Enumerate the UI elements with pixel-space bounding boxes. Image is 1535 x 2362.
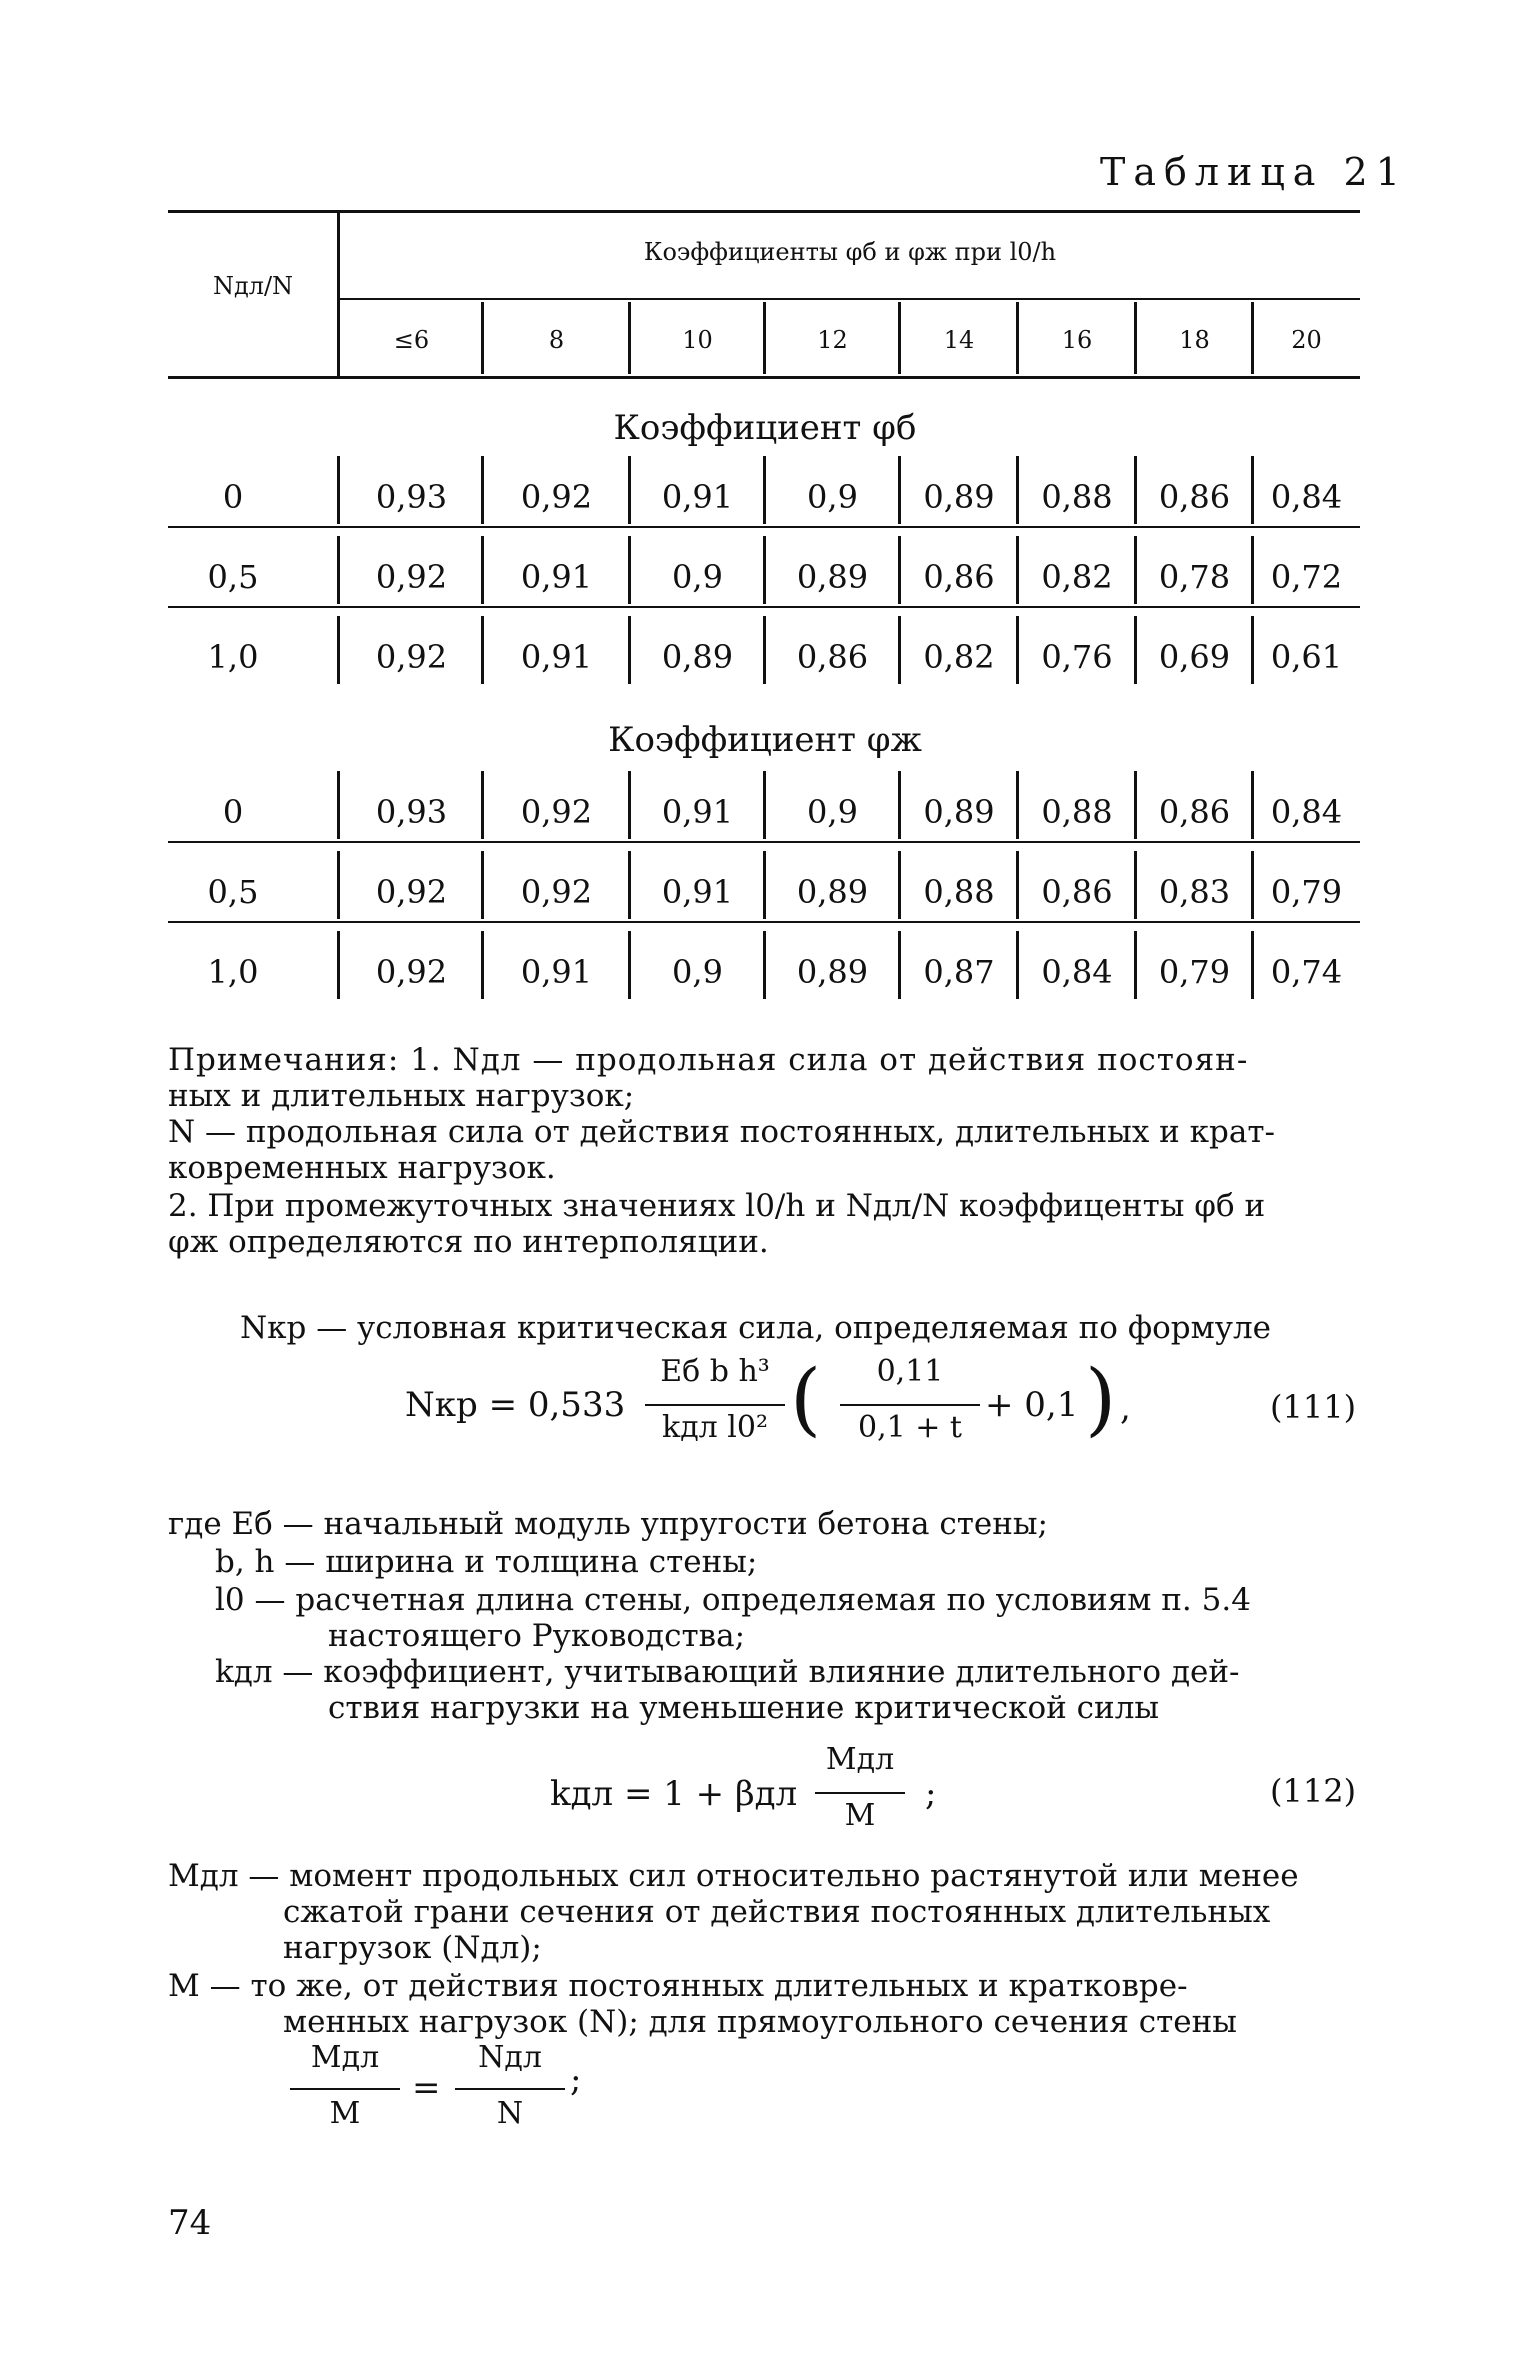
table-cell: 0,78 xyxy=(1158,558,1231,596)
table-cell: 0,76 xyxy=(1041,638,1113,676)
table-cell: 0,88 xyxy=(923,873,995,911)
cell-divider xyxy=(1251,771,1254,839)
column-header: 14 xyxy=(943,326,975,354)
cell-divider xyxy=(1016,616,1019,684)
formula-112-num: Mдл xyxy=(825,1742,895,1777)
header-bottom-rule xyxy=(168,376,1360,379)
table-cell: 0,82 xyxy=(1041,558,1113,596)
cell-divider xyxy=(763,536,766,604)
cell-divider xyxy=(481,456,484,524)
formula-111-num1: Eб b h³ xyxy=(660,1354,770,1389)
definition-b-h: b, h — ширина и толщина стены; xyxy=(215,1544,758,1580)
formula-112-den: M xyxy=(844,1798,876,1833)
table-cell: 0,91 xyxy=(661,873,734,911)
note-line-4: ковременных нагрузок. xyxy=(168,1150,556,1186)
header-group-rule xyxy=(340,298,1360,300)
cell-divider xyxy=(898,616,901,684)
cell-divider xyxy=(628,771,631,839)
table-cell: 0,61 xyxy=(1270,638,1343,676)
cell-divider xyxy=(898,851,901,919)
column-header: 18 xyxy=(1179,326,1210,354)
formula-111-bar2 xyxy=(840,1404,980,1406)
cell-divider xyxy=(1134,771,1137,839)
formula-112-lhs: kдл = 1 + βдл xyxy=(550,1774,798,1814)
definition-l0: l0 — расчетная длина стены, определяемая по условиям п. 5.4 xyxy=(215,1582,1251,1618)
cell-divider xyxy=(898,931,901,999)
formula-111-lhs: Nкр = 0,533 xyxy=(405,1385,626,1425)
ratio-den2: N xyxy=(496,2096,524,2131)
cell-divider xyxy=(1251,456,1254,524)
ratio-bar1 xyxy=(290,2088,400,2090)
table-cell: 0,89 xyxy=(796,558,869,596)
definition-mdl-cont1: сжатой грани сечения от действия постоянных длительных xyxy=(283,1894,1271,1930)
table-cell: 0,72 xyxy=(1270,558,1343,596)
formula-112-semicolon: ; xyxy=(925,1774,937,1814)
section-title: Коэффициент φж xyxy=(608,720,922,760)
cell-divider xyxy=(763,851,766,919)
definition-m-cont: менных нагрузок (N); для прямоугольного сечения стены xyxy=(283,2004,1237,2040)
table-cell: 0,74 xyxy=(1270,953,1343,991)
cell-divider xyxy=(1134,931,1137,999)
ratio-semicolon: ; xyxy=(570,2060,582,2100)
table-cell: 0,83 xyxy=(1158,873,1231,911)
row-key: 1,0 xyxy=(207,638,259,676)
column-divider xyxy=(1134,302,1137,374)
formula-111-number: (111) xyxy=(1270,1388,1357,1426)
cell-divider xyxy=(1251,851,1254,919)
cell-divider xyxy=(1134,456,1137,524)
table-caption: Таблица 21 xyxy=(1100,150,1408,194)
table-cell: 0,69 xyxy=(1158,638,1231,676)
cell-divider xyxy=(1016,931,1019,999)
row-key: 0 xyxy=(222,478,244,516)
cell-divider xyxy=(763,456,766,524)
cell-divider xyxy=(628,616,631,684)
cell-divider xyxy=(481,536,484,604)
formula-111-bar1 xyxy=(645,1404,785,1406)
ratio-num1: Mдл xyxy=(310,2040,380,2075)
column-divider xyxy=(481,302,484,374)
note-line-1: Примечания: 1. Nдл — продольная сила от действия постоян- xyxy=(168,1042,1249,1078)
table-cell: 0,88 xyxy=(1041,793,1113,831)
table-cell: 0,84 xyxy=(1041,953,1113,991)
cell-divider xyxy=(1251,536,1254,604)
formula-111-num2: 0,11 xyxy=(876,1354,944,1389)
table-cell: 0,89 xyxy=(796,953,869,991)
table-cell: 0,86 xyxy=(1158,793,1231,831)
column-header: ≤6 xyxy=(393,326,430,354)
table-cell: 0,9 xyxy=(672,558,723,596)
cell-divider xyxy=(898,456,901,524)
row-header-label: Nдл/N xyxy=(212,272,294,300)
formula-112-bar xyxy=(815,1792,905,1794)
table-cell: 0,89 xyxy=(796,873,869,911)
definition-kdl: kдл — коэффициент, учитывающий влияние длительного дей- xyxy=(215,1654,1240,1690)
note-line-5: 2. При промежуточных значениях l0/h и Nдл/N коэффиценты φб и xyxy=(168,1188,1266,1224)
column-header: 8 xyxy=(548,326,565,354)
cell-divider xyxy=(481,851,484,919)
ratio-num2: Nдл xyxy=(478,2040,542,2075)
intro-text: Nкр — условная критическая сила, определяемая по формуле xyxy=(240,1310,1271,1346)
table-cell: 0,91 xyxy=(520,558,593,596)
cell-divider xyxy=(481,616,484,684)
formula-111-comma: , xyxy=(1120,1388,1131,1428)
note-line-3: N — продольная сила от действия постоянных, длительных и крат- xyxy=(168,1114,1275,1150)
ratio-bar2 xyxy=(455,2088,565,2090)
column-header: 20 xyxy=(1291,326,1322,354)
table-cell: 0,92 xyxy=(520,478,593,516)
cell-divider xyxy=(763,616,766,684)
cell-divider xyxy=(1134,851,1137,919)
table-cell: 0,82 xyxy=(923,638,995,676)
table-top-rule xyxy=(168,210,1360,213)
row-key: 0,5 xyxy=(207,873,259,911)
table-cell: 0,86 xyxy=(1158,478,1231,516)
table-cell: 0,89 xyxy=(661,638,734,676)
column-header: 12 xyxy=(817,326,848,354)
definition-mdl-cont2: нагрузок (Nдл); xyxy=(283,1930,542,1966)
definition-e: где Eб — начальный модуль упругости бетона стены; xyxy=(168,1506,1048,1542)
table-cell: 0,91 xyxy=(661,793,734,831)
row-rule xyxy=(168,606,1360,608)
table-cell: 0,87 xyxy=(923,953,995,991)
cell-divider xyxy=(628,931,631,999)
table-cell: 0,86 xyxy=(1041,873,1113,911)
table-cell: 0,92 xyxy=(375,873,448,911)
cell-divider xyxy=(1016,771,1019,839)
cell-divider xyxy=(628,536,631,604)
table-cell: 0,9 xyxy=(807,793,858,831)
column-divider xyxy=(628,302,631,374)
table-cell: 0,92 xyxy=(520,873,593,911)
column-header: 16 xyxy=(1061,326,1093,354)
cell-divider xyxy=(628,456,631,524)
cell-divider xyxy=(1251,616,1254,684)
table-cell: 0,92 xyxy=(375,953,448,991)
cell-divider xyxy=(1134,616,1137,684)
table-cell: 0,79 xyxy=(1270,873,1343,911)
table-cell: 0,91 xyxy=(661,478,734,516)
definition-l0-cont: настоящего Руководства; xyxy=(328,1618,746,1654)
column-divider xyxy=(1251,302,1254,374)
row-key: 1,0 xyxy=(207,953,259,991)
ratio-den1: M xyxy=(329,2096,361,2131)
table-cell: 0,89 xyxy=(923,793,995,831)
cell-divider xyxy=(1016,851,1019,919)
row-rule xyxy=(168,921,1360,923)
formula-111-close-paren: ) xyxy=(1085,1352,1117,1445)
cell-divider xyxy=(481,931,484,999)
table-cell: 0,9 xyxy=(807,478,858,516)
row-rule xyxy=(168,526,1360,528)
row-key: 0,5 xyxy=(207,558,259,596)
table-cell: 0,86 xyxy=(796,638,869,676)
column-header: 10 xyxy=(682,326,713,354)
cell-divider xyxy=(898,536,901,604)
table-cell: 0,92 xyxy=(520,793,593,831)
table-cell: 0,79 xyxy=(1158,953,1231,991)
formula-111-den1: kдл l0² xyxy=(662,1410,768,1445)
cell-divider xyxy=(1016,536,1019,604)
formula-111-tail: + 0,1 xyxy=(985,1385,1079,1425)
table-cell: 0,93 xyxy=(375,478,448,516)
column-divider xyxy=(763,302,766,374)
cell-divider xyxy=(628,851,631,919)
ratio-equals: = xyxy=(412,2068,441,2108)
table-cell: 0,9 xyxy=(672,953,723,991)
cell-divider xyxy=(481,771,484,839)
cell-divider xyxy=(898,771,901,839)
note-line-2: ных и длительных нагрузок; xyxy=(168,1078,635,1114)
cell-divider xyxy=(1016,456,1019,524)
cell-divider xyxy=(763,931,766,999)
formula-111-open-paren: ( xyxy=(790,1352,822,1445)
definition-kdl-cont: ствия нагрузки на уменьшение критической силы xyxy=(328,1690,1160,1726)
table-cell: 0,84 xyxy=(1270,793,1343,831)
formula-111-den2: 0,1 + t xyxy=(858,1410,962,1445)
row-rule xyxy=(168,841,1360,843)
cell-divider xyxy=(1251,931,1254,999)
column-divider xyxy=(1016,302,1019,374)
page-number: 74 xyxy=(168,2203,212,2243)
column-divider xyxy=(898,302,901,374)
table-cell: 0,93 xyxy=(375,793,448,831)
cell-divider xyxy=(763,771,766,839)
table-cell: 0,91 xyxy=(520,953,593,991)
section-title: Коэффициент φб xyxy=(613,408,917,448)
cell-divider xyxy=(1134,536,1137,604)
table-cell: 0,86 xyxy=(923,558,995,596)
formula-112-number: (112) xyxy=(1270,1772,1357,1810)
table-cell: 0,92 xyxy=(375,558,448,596)
table-cell: 0,88 xyxy=(1041,478,1113,516)
definition-m: M — то же, от действия постоянных длительных и кратковре- xyxy=(168,1968,1188,2004)
table-cell: 0,84 xyxy=(1270,478,1343,516)
definition-mdl: Mдл — момент продольных сил относительно растянутой или менее xyxy=(168,1858,1299,1894)
col-group-header: Коэффициенты φб и φж при l0/h xyxy=(643,238,1057,266)
row-key: 0 xyxy=(222,793,244,831)
table-cell: 0,92 xyxy=(375,638,448,676)
note-line-6: φж определяются по интерполяции. xyxy=(168,1224,769,1260)
table-cell: 0,89 xyxy=(923,478,995,516)
table-cell: 0,91 xyxy=(520,638,593,676)
